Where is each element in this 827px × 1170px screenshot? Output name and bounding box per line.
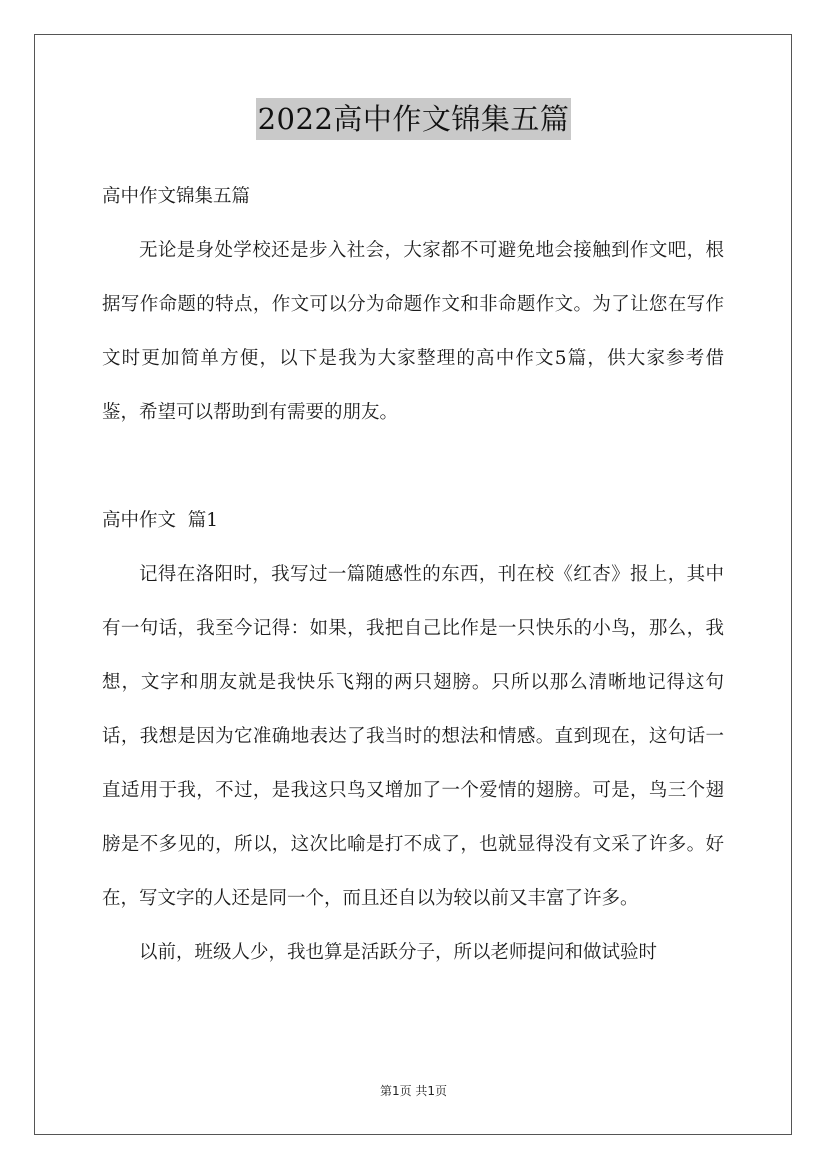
page-footer: 第1页 共1页	[379, 1084, 448, 1098]
section-spacer	[102, 440, 724, 494]
title-container	[0, 98, 827, 140]
essay-1-paragraph-2: 以前，班级人少，我也算是活跃分子，所以老师提问和做试验时	[139, 942, 658, 963]
essay-1-paragraph-1: 记得在洛阳时，我写过一篇随感性的东西，刊在校《红杏》报上，其中有一句话，我至今记得：如果，我把自己比作是一只快乐的小鸟，那么，我想，文字和朋友就是我快乐飞翔的两只翅膀。只所以那么清晰地记得这句话，我想是因为它准确地表达了我当时的想法和情感。直到现在，这句话一直适用于我，不过，是我这只鸟又增加了一个爱情的翅膀。可是，鸟三个翅膀是不多见的，所以，这次比喻是打不成了，也就显得没有文采了许多。好在，写文字的人还是同一个，而且还自以为较以前又丰富了许多。	[102, 564, 724, 909]
section-heading-intro: 高中作文锦集五篇	[102, 186, 251, 207]
section-heading-essay-1: 高中作文 篇1	[102, 510, 219, 531]
intro-paragraph: 无论是身处学校还是步入社会，大家都不可避免地会接触到作文吧，根据写作命题的特点，作文可以分为命题作文和非命题作文。为了让您在写作文时更加简单方便，以下是我为大家整理的高中作文5篇，供大家参考借鉴，希望可以帮助到有需要的朋友。	[102, 240, 724, 423]
document-body	[102, 170, 724, 980]
document-title: 2022高中作文锦集五篇	[256, 98, 572, 140]
